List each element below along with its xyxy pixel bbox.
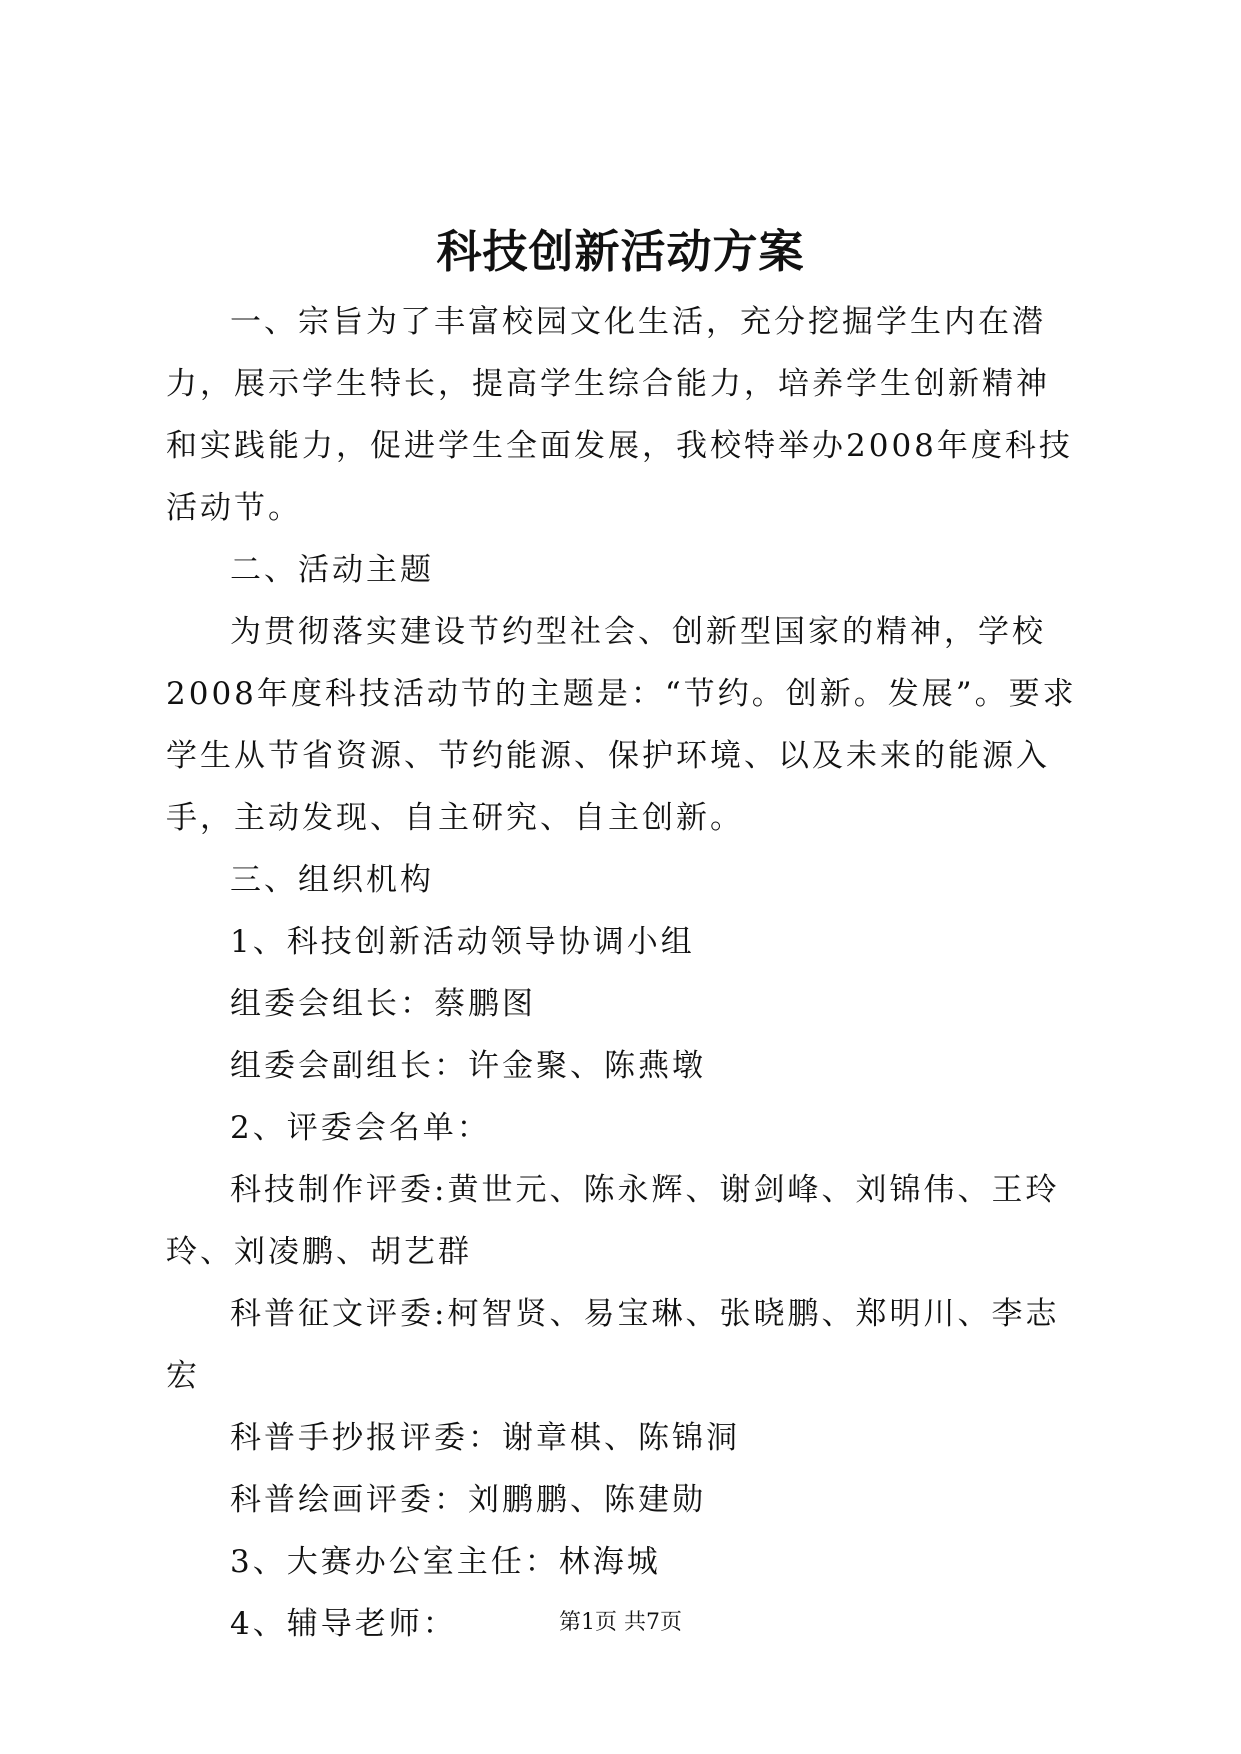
heading-activity-theme: 二、活动主题: [230, 552, 434, 588]
item-committee-leader: 组委会组长：蔡鹏图: [230, 986, 536, 1022]
item-office-director: 3、大赛办公室主任：林海城: [230, 1544, 661, 1580]
page-footer: 第1页 共7页: [559, 1610, 682, 1635]
item-mentors: 4、辅导老师：: [230, 1606, 457, 1642]
paragraph-theme: 为贯彻落实建设节约型社会、创新型国家的精神，学校2008年度科技活动节的主题是：“节约。创新。发展”。要求学生从节省资源、节约能源、保护环境、以及未来的能源入手，主动发现、自主研究、自主创新。: [166, 614, 1077, 836]
paragraph-purpose: 一、宗旨为了丰富校园文化生活，充分挖掘学生内在潜力，展示学生特长，提高学生综合能力，培养学生创新精神和实践能力，促进学生全面发展，我校特举办2008年度科技活动节。: [166, 304, 1073, 526]
item-judges-list: 2、评委会名单：: [230, 1110, 491, 1146]
item-committee-deputy: 组委会副组长：许金聚、陈燕墩: [230, 1048, 706, 1084]
item-essay-judges: 科普征文评委:柯智贤、易宝琳、张晓鹏、郑明川、李志宏: [166, 1296, 1060, 1394]
item-newspaper-judges: 科普手抄报评委：谢章棋、陈锦洞: [230, 1420, 740, 1456]
item-tech-judges: 科技制作评委:黄世元、陈永辉、谢剑峰、刘锦伟、王玲玲、刘凌鹏、胡艺群: [166, 1172, 1060, 1270]
item-leadership-group: 1、科技创新活动领导协调小组: [230, 924, 695, 960]
document-title: 科技创新活动方案: [436, 225, 805, 278]
heading-organization: 三、组织机构: [230, 862, 434, 898]
document-body: [166, 291, 1081, 1655]
item-painting-judges: 科普绘画评委：刘鹏鹏、陈建勋: [230, 1482, 706, 1518]
